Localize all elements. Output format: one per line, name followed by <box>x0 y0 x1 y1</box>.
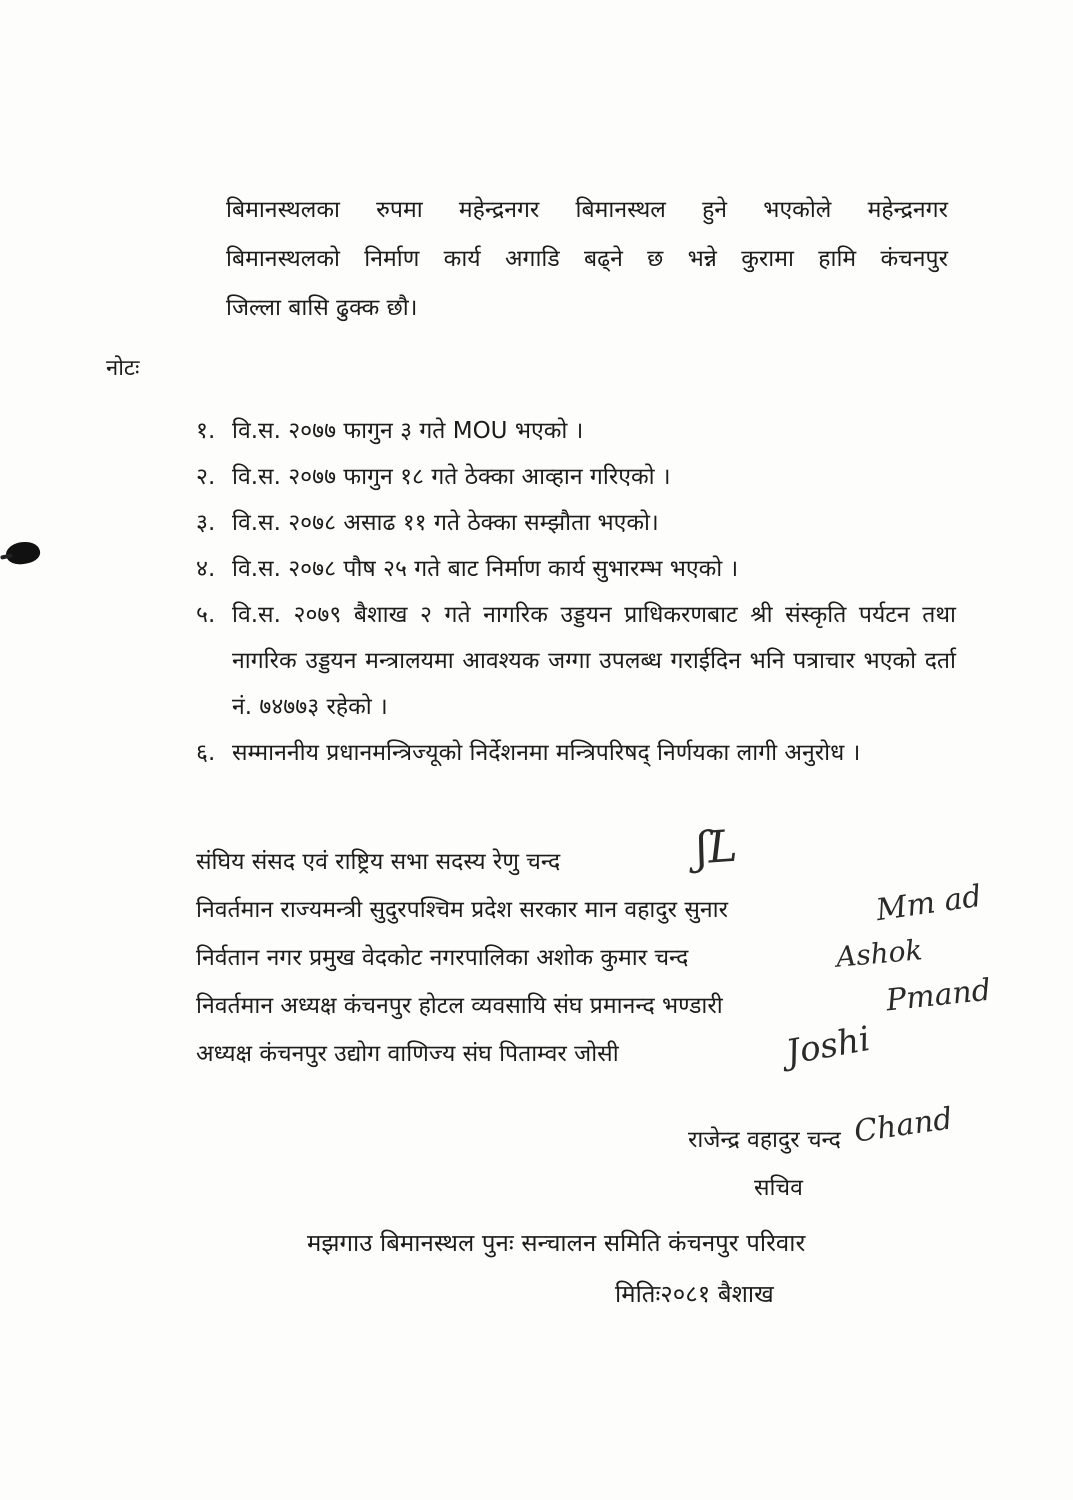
note-item <box>196 730 956 776</box>
handwritten-signature: Mm ad <box>874 878 984 929</box>
note-item <box>196 454 956 500</box>
handwritten-signature: Ashok <box>834 933 924 974</box>
note-number: ५. <box>196 602 216 628</box>
signer-row <box>196 820 1056 886</box>
organization-name: मझगाउ बिमानस्थल पुनः सन्चालन समिति कंचनपुर परिवार <box>307 1229 806 1257</box>
signer-row <box>196 878 1056 934</box>
signer-text: संघिय संसद एवं राष्ट्रिय सभा सदस्य रेणु चन्द <box>196 849 561 875</box>
note-item <box>196 408 956 454</box>
document-date: मितिः२०८१ बैशाख <box>615 1280 774 1308</box>
note-text: वि.स. २०७८ पौष २५ गते बाट निर्माण कार्य सुभारम्भ भएको । <box>232 556 739 582</box>
signer-row <box>196 1018 1056 1078</box>
notes-list <box>196 408 956 776</box>
handwritten-signature: ʃL <box>694 820 739 875</box>
signer-text: अध्यक्ष कंचनपुर उद्योग वाणिज्य संघ पिताम्वर जोसी <box>196 1041 619 1067</box>
note-number: ६. <box>196 740 216 766</box>
note-item <box>196 592 956 730</box>
intro-line: जिल्ला बासि ढुक्क छौ। <box>226 295 418 321</box>
secretary-line <box>688 1101 955 1155</box>
note-number: १. <box>196 418 216 444</box>
note-text: वि.स. २०७७ फागुन १८ गते ठेक्का आव्हान गरिएको । <box>232 464 671 490</box>
note-number: ४. <box>196 556 216 582</box>
note-number: ३. <box>196 510 216 536</box>
secretary-title: सचिव <box>754 1175 803 1201</box>
signers-list <box>196 820 1056 1078</box>
intro-line: बिमानस्थलका रुपमा महेन्द्रनगर बिमानस्थल हुने भएकोले महेन्द्रनगर <box>226 197 948 223</box>
intro-line: बिमानस्थलको निर्माण कार्य अगाडि बढ्ने छ भन्ने कुरामा हामि कंचनपुर <box>226 246 948 272</box>
signer-text: निवर्तमान अध्यक्ष कंचनपुर होटल व्यवसायि संघ प्रमानन्द भण्डारी <box>196 993 723 1019</box>
signer-text: निर्वतान नगर प्रमुख वेदकोट नगरपालिका अशोक कुमार चन्द <box>196 945 689 971</box>
note-item <box>196 546 956 592</box>
signer-row <box>196 972 1056 1030</box>
handwritten-signature: Joshi <box>783 1018 874 1074</box>
intro-paragraph <box>226 186 948 333</box>
note-label: नोटः <box>106 356 140 381</box>
handwritten-signature: Pmand <box>884 972 993 1019</box>
note-text: वि.स. २०७९ बैशाख २ गते नागरिक उड्डयन प्राधिकरणबाट श्री संस्कृति पर्यटन तथा नागरिक उड्डयन मन्त्रालयमा आवश्यक जग्गा उपलब्ध गराईदिन भनि पत्राचार भएको दर्ता नं. ७४७७३ रहेको । <box>232 602 956 720</box>
note-text: वि.स. २०७७ फागुन ३ गते MOU भएको । <box>232 418 584 444</box>
ink-blot-mark <box>4 539 42 568</box>
handwritten-signature: Chand <box>852 1101 955 1150</box>
note-item <box>196 500 956 546</box>
note-text: वि.स. २०७८ असाढ ११ गते ठेक्का सम्झौता भएको। <box>232 510 659 536</box>
signer-text: निवर्तमान राज्यमन्त्री सुदुरपश्चिम प्रदेश सरकार मान वहादुर सुनार <box>196 897 728 923</box>
note-number: २. <box>196 464 216 490</box>
note-text: सम्माननीय प्रधानमन्त्रिज्यूको निर्देशनमा मन्त्रिपरिषद् निर्णयका लागी अनुरोध । <box>232 740 861 766</box>
secretary-name: राजेन्द्र वहादुर चन्द <box>688 1127 841 1153</box>
